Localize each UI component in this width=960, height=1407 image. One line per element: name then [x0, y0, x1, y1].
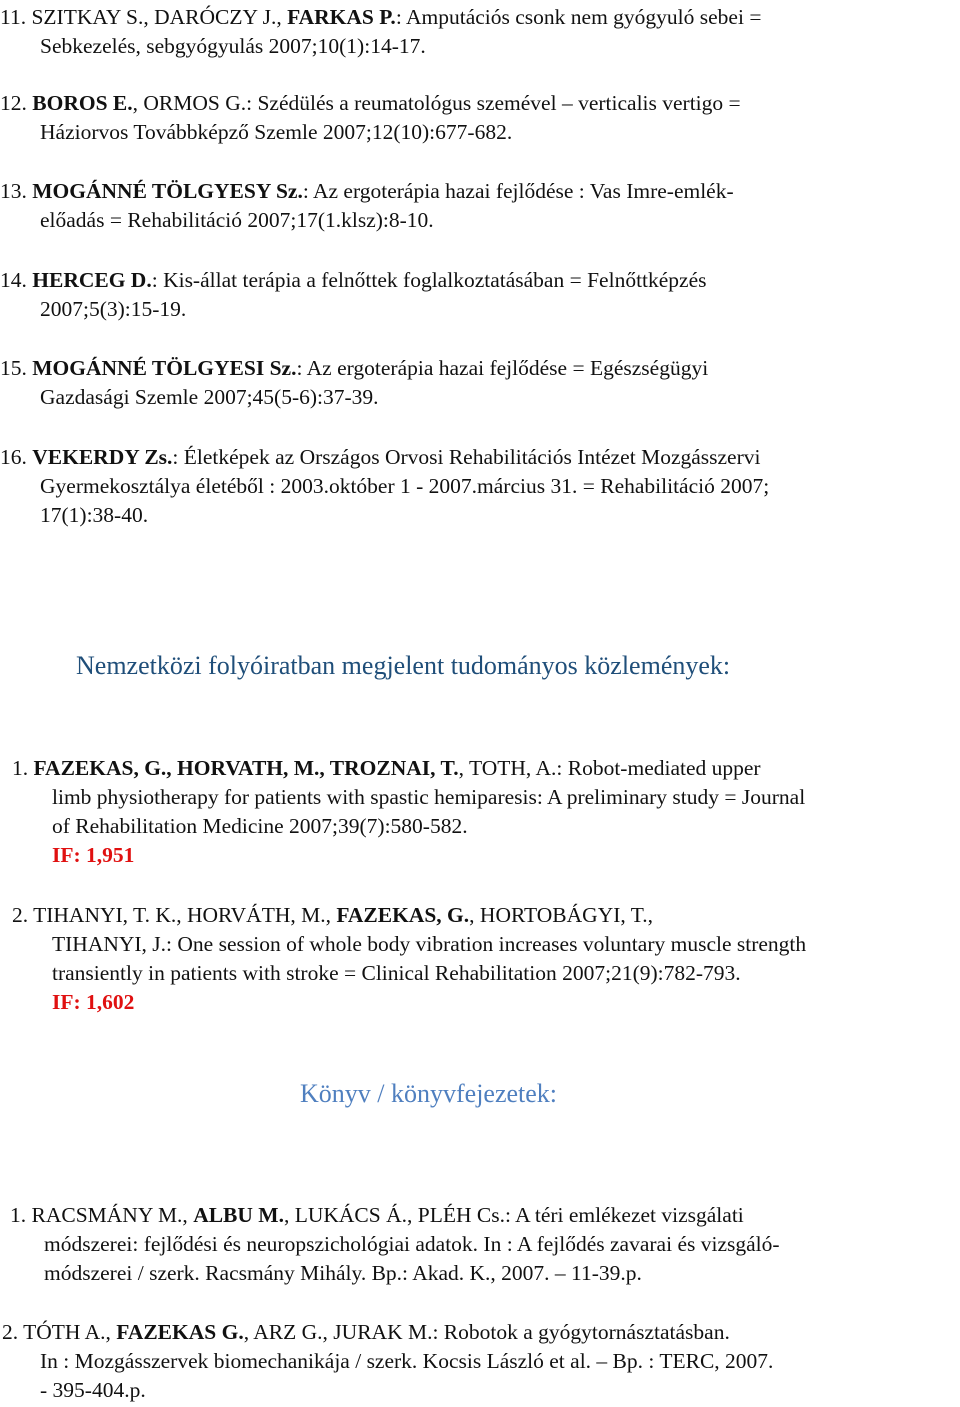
reference-line — [0, 266, 960, 295]
reference-text: - 395-404.p. — [40, 1378, 146, 1402]
author-highlight: VEKERDY Zs. — [32, 445, 173, 469]
reference-line — [40, 383, 960, 412]
international-publications-heading: Nemzetközi folyóiratban megjelent tudományos közlemények: — [76, 651, 731, 680]
reference-text: , HORTOBÁGYI, T., — [469, 903, 654, 927]
reference-text: , TOTH, A.: Robot-mediated upper — [458, 756, 761, 780]
reference-text: 2. TÓTH A., — [2, 1320, 117, 1344]
reference-line — [52, 959, 960, 988]
reference-text: : Amputációs csonk nem gyógyuló sebei = — [395, 5, 762, 29]
reference-text: módszerei: fejlődési és neuropszichológiai adatok. In : A fejlődés zavarai és vizsgáló- — [44, 1232, 780, 1256]
reference-text: 1. — [12, 756, 34, 780]
reference-line — [0, 177, 960, 206]
reference-item — [2, 1318, 960, 1405]
reference-text: : Az ergoterápia hazai fejlődése = Egészségügyi — [296, 356, 709, 380]
author-highlight: FAZEKAS, G., HORVATH, M., TROZNAI, T. — [33, 756, 459, 780]
author-highlight: MOGÁNNÉ TÖLGYESI Sz. — [32, 356, 297, 380]
reference-line — [44, 1230, 960, 1259]
reference-line — [0, 3, 960, 32]
reference-line — [40, 32, 960, 61]
author-highlight: MOGÁNNÉ TÖLGYESY Sz. — [32, 179, 303, 203]
impact-factor: IF: 1,951 — [52, 843, 135, 867]
author-highlight: FAZEKAS, G. — [336, 903, 470, 927]
reference-line — [40, 206, 960, 235]
reference-line — [12, 901, 960, 930]
reference-text: Gyermekosztálya életéből : 2003.október 1 - 2007.március 31. = Rehabilitáció 2007; — [40, 474, 770, 498]
reference-line — [12, 754, 960, 783]
reference-text: 14. — [0, 268, 33, 292]
reference-text: 15. — [0, 356, 33, 380]
author-highlight: BOROS E. — [32, 91, 133, 115]
reference-text: , LUKÁCS Á., PLÉH Cs.: A téri emlékezet vizsgálati — [283, 1203, 744, 1227]
reference-item — [0, 177, 960, 235]
reference-line — [44, 1259, 960, 1288]
reference-line — [40, 501, 960, 530]
reference-text: Sebkezelés, sebgyógyulás 2007;10(1):14-17. — [40, 34, 426, 58]
reference-text: 1. RACSMÁNY M., — [10, 1203, 194, 1227]
reference-text: Háziorvos Továbbképző Szemle 2007;12(10):677-682. — [40, 120, 513, 144]
reference-line — [0, 89, 960, 118]
reference-text: TIHANYI, J.: One session of whole body vibration increases voluntary muscle strength — [52, 932, 807, 956]
reference-line — [52, 783, 960, 812]
reference-text: , ARZ G., JURAK M.: Robotok a gyógytornásztatásban. — [243, 1320, 730, 1344]
reference-text: 2. TIHANYI, T. K., HORVÁTH, M., — [12, 903, 337, 927]
reference-text: 2007;5(3):15-19. — [40, 297, 187, 321]
reference-text: módszerei / szerk. Racsmány Mihály. Bp.: Akad. K., 2007. – 11-39.p. — [44, 1261, 642, 1285]
reference-line — [52, 812, 960, 841]
reference-item — [12, 754, 960, 870]
author-highlight: FARKAS P. — [287, 5, 396, 29]
reference-text: előadás = Rehabilitáció 2007;17(1.klsz):8-10. — [40, 208, 434, 232]
reference-line — [40, 295, 960, 324]
author-highlight: HERCEG D. — [32, 268, 152, 292]
reference-text: 16. — [0, 445, 33, 469]
reference-line — [2, 1318, 960, 1347]
impact-factor: IF: 1,602 — [52, 990, 135, 1014]
reference-line — [40, 1347, 960, 1376]
author-highlight: ALBU M. — [193, 1203, 284, 1227]
reference-item — [0, 266, 960, 324]
reference-item — [12, 901, 960, 1017]
author-highlight: FAZEKAS G. — [116, 1320, 244, 1344]
reference-text: transiently in patients with stroke = Clinical Rehabilitation 2007;21(9):782-793. — [52, 961, 741, 985]
reference-line — [52, 930, 960, 959]
reference-item — [0, 89, 960, 147]
reference-text: : Kis-állat terápia a felnőttek foglalkoztatásában = Felnőttképzés — [151, 268, 707, 292]
reference-text: : Az ergoterápia hazai fejlődése : Vas Imre-emlék- — [302, 179, 734, 203]
reference-item — [10, 1201, 960, 1288]
reference-text: , ORMOS G.: Szédülés a reumatológus szemével – verticalis vertigo = — [132, 91, 741, 115]
reference-item — [0, 3, 960, 61]
reference-text: : Életképek az Országos Orvosi Rehabilitációs Intézet Mozgásszervi — [172, 445, 761, 469]
reference-line — [10, 1201, 960, 1230]
reference-line — [0, 443, 960, 472]
reference-line — [40, 118, 960, 147]
reference-item — [0, 354, 960, 412]
reference-text: In : Mozgásszervek biomechanikája / szerk. Kocsis László et al. – Bp. : TERC, 2007. — [40, 1349, 774, 1373]
reference-text: 17(1):38-40. — [40, 503, 149, 527]
reference-text: 11. SZITKAY S., DARÓCZY J., — [0, 5, 288, 29]
reference-text: Gazdasági Szemle 2007;45(5-6):37-39. — [40, 385, 379, 409]
reference-text: 12. — [0, 91, 33, 115]
books-chapters-heading: Könyv / könyvfejezetek: — [300, 1079, 558, 1108]
reference-line — [0, 354, 960, 383]
reference-line — [40, 472, 960, 501]
reference-line — [40, 1376, 960, 1405]
reference-text: of Rehabilitation Medicine 2007;39(7):580-582. — [52, 814, 468, 838]
reference-text: 13. — [0, 179, 33, 203]
reference-item — [0, 443, 960, 530]
reference-text: limb physiotherapy for patients with spastic hemiparesis: A preliminary study = Journal — [52, 785, 806, 809]
